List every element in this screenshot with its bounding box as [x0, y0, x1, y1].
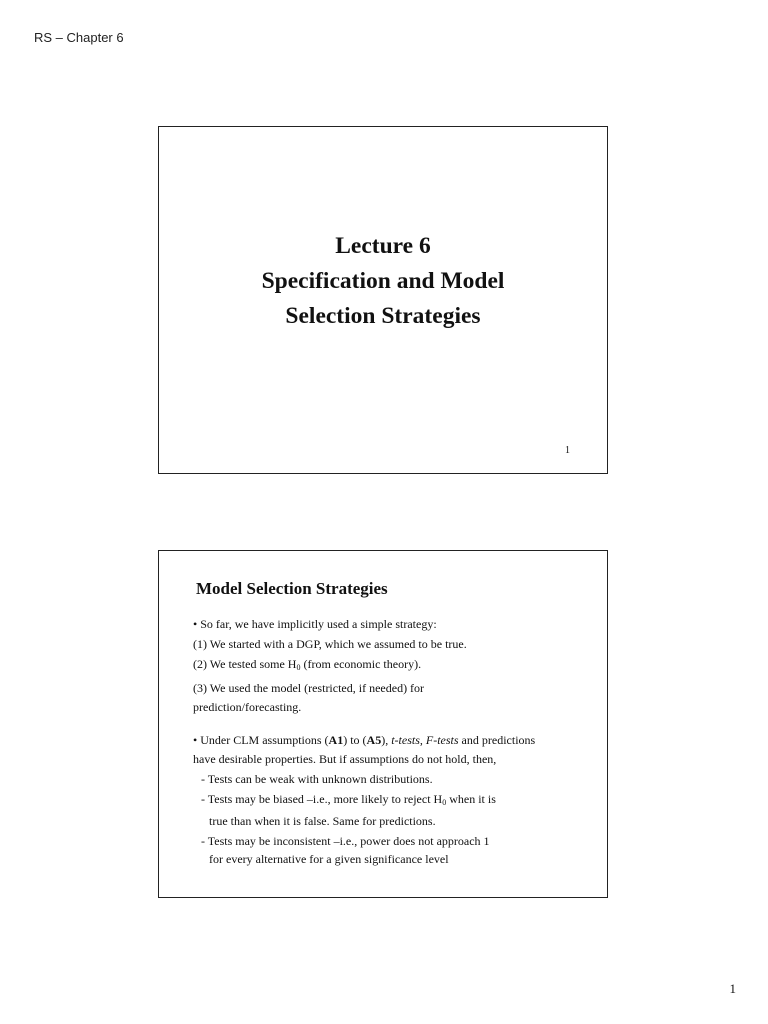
- slide-2-body: [193, 614, 593, 868]
- title-line-2: Specification and Model: [261, 268, 505, 294]
- clm-bullet-cont: have desirable properties. But if assumptions do not hold, then,: [193, 752, 497, 766]
- page-number: 1: [729, 981, 736, 996]
- dash-item-1: - Tests can be weak with unknown distributions.: [201, 772, 433, 786]
- slide-1: [158, 126, 608, 474]
- slide-1-number: 1: [565, 445, 570, 456]
- slide-1-title: [159, 229, 607, 334]
- slide-2: [158, 550, 608, 898]
- step-1: (1) We started with a DGP, which we assumed to be true.: [193, 637, 467, 651]
- title-line-3: Selection Strategies: [285, 303, 481, 329]
- step-3: (3) We used the model (restricted, if needed) for: [193, 681, 425, 695]
- clm-bullet: • Under CLM assumptions (A1) to (A5), t-tests, F-tests and predictions: [193, 733, 536, 747]
- dash-item-2: - Tests may be biased –i.e., more likely to reject $H_0$ when it is true than when it is false. Same for predictions.: [201, 792, 496, 828]
- dash-item-3: - Tests may be inconsistent –i.e., power does not approach 1 for every alternative for a given significance level: [201, 834, 490, 866]
- step-2: (2) We tested some $H_0$ (from economic theory).: [193, 657, 422, 672]
- title-line-1: Lecture 6: [335, 233, 431, 259]
- slide-2-title: Model Selection Strategies: [196, 579, 388, 598]
- step-3-cont: prediction/forecasting.: [193, 700, 302, 714]
- intro-bullet: • So far, we have implicitly used a simple strategy:: [193, 617, 437, 631]
- document-header: RS – Chapter 6: [34, 30, 124, 45]
